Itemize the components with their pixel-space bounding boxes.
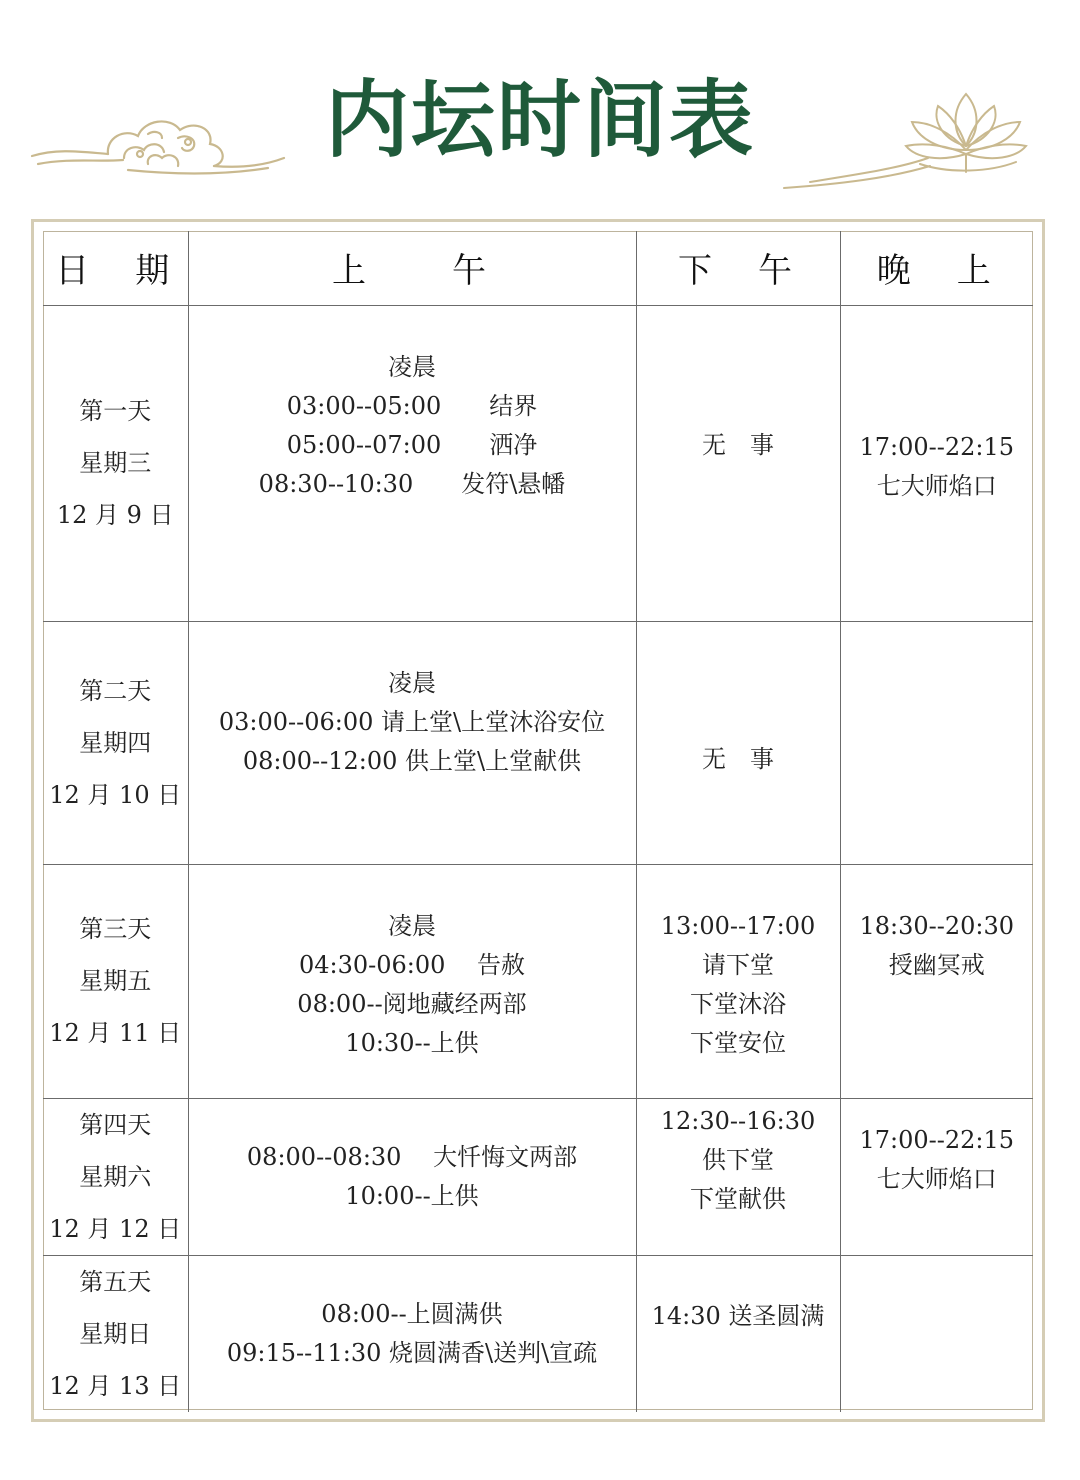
schedule-line: 18:30--20:30 <box>859 911 1015 940</box>
schedule-line: 13:00--17:00 <box>660 911 816 940</box>
schedule-line: 17:00--22:15 <box>859 1125 1015 1154</box>
date-cell <box>43 305 188 621</box>
schedule-line: 授幽冥戒 <box>888 950 985 979</box>
schedule-line: 10:30--上供 <box>345 1028 479 1057</box>
table-row <box>43 1098 1033 1255</box>
header-afternoon: 下 午 <box>636 231 840 305</box>
weekday-label: 星期六 <box>79 1162 152 1191</box>
evening-cell <box>840 1098 1033 1255</box>
weekday-label: 星期五 <box>79 967 152 995</box>
lotus-ornament-icon <box>780 88 1040 198</box>
day-label: 第二天 <box>79 676 152 705</box>
calendar-date: 12 月 12 日 <box>49 1214 182 1243</box>
weekday-label: 星期四 <box>79 728 152 757</box>
schedule-line: 七大师焰口 <box>876 471 997 500</box>
day-label: 第四天 <box>79 1110 152 1139</box>
schedule-table <box>43 231 1033 1412</box>
calendar-date: 12 月 13 日 <box>49 1371 182 1400</box>
date-cell <box>43 864 188 1098</box>
calendar-date: 12 月 9 日 <box>56 501 174 529</box>
weekday-label: 星期日 <box>79 1319 152 1348</box>
schedule-line: 下堂沐浴 <box>690 989 786 1018</box>
header-morning: 上 午 <box>188 231 636 305</box>
schedule-line: 08:00--08:30 大忏悔文两部 <box>246 1142 578 1171</box>
table-row <box>43 1255 1033 1412</box>
schedule-line: 03:00--06:00 请上堂\上堂沐浴安位 <box>218 707 606 736</box>
schedule-line: 09:15--11:30 烧圆满香\送判\宣疏 <box>226 1338 598 1367</box>
schedule-line: 14:30 送圣圆满 <box>651 1301 825 1330</box>
morning-cell <box>188 864 636 1098</box>
morning-cell <box>188 621 636 864</box>
table-row <box>43 864 1033 1098</box>
afternoon-cell <box>636 1098 840 1255</box>
schedule-line: 04:30-06:00 告赦 <box>298 950 526 979</box>
evening-cell <box>840 1255 1033 1412</box>
schedule-line: 08:00--上圆满供 <box>321 1299 503 1328</box>
table-row <box>43 305 1033 621</box>
afternoon-cell <box>636 621 840 864</box>
evening-cell <box>840 305 1033 621</box>
schedule-line: 无 事 <box>702 430 774 459</box>
table-row <box>43 621 1033 864</box>
schedule-line: 下堂安位 <box>690 1028 786 1057</box>
header-evening: 晚 上 <box>840 231 1033 305</box>
schedule-line: 05:00--07:00 洒净 <box>286 430 538 459</box>
schedule-line: 08:30--10:30 发符\悬幡 <box>258 469 566 498</box>
schedule-line: 无 事 <box>702 744 774 773</box>
date-cell <box>43 1255 188 1412</box>
day-label: 第三天 <box>79 915 152 943</box>
weekday-label: 星期三 <box>79 449 152 477</box>
day-label: 第一天 <box>79 397 152 425</box>
schedule-line: 请下堂 <box>702 950 774 979</box>
afternoon-cell <box>636 1255 840 1412</box>
date-cell <box>43 1098 188 1255</box>
morning-cell <box>188 305 636 621</box>
schedule-line: 凌晨 <box>388 352 436 381</box>
calendar-date: 12 月 11 日 <box>49 1019 182 1047</box>
morning-cell <box>188 1255 636 1412</box>
afternoon-cell <box>636 864 840 1098</box>
schedule-line: 12:30--16:30 <box>660 1106 816 1135</box>
evening-cell <box>840 621 1033 864</box>
schedule-line: 08:00--阅地藏经两部 <box>297 989 527 1018</box>
schedule-line: 凌晨 <box>388 911 436 940</box>
schedule-line: 凌晨 <box>388 668 436 697</box>
schedule-line: 供下堂 <box>702 1145 774 1174</box>
schedule-line: 03:00--05:00 结界 <box>286 391 538 420</box>
date-cell <box>43 621 188 864</box>
afternoon-cell <box>636 305 840 621</box>
calendar-date: 12 月 10 日 <box>49 780 182 809</box>
evening-cell <box>840 864 1033 1098</box>
schedule-line: 10:00--上供 <box>345 1181 479 1210</box>
header-date: 日 期 <box>43 231 188 305</box>
schedule-line: 17:00--22:15 <box>859 432 1015 461</box>
day-label: 第五天 <box>79 1267 152 1296</box>
cloud-ornament-icon <box>28 108 288 188</box>
schedule-line: 七大师焰口 <box>876 1164 997 1193</box>
schedule-line: 08:00--12:00 供上堂\上堂献供 <box>242 746 582 775</box>
morning-cell <box>188 1098 636 1255</box>
schedule-line: 下堂献供 <box>690 1184 786 1213</box>
page-title: 内坛时间表 <box>324 71 755 169</box>
header-row <box>43 231 1033 305</box>
